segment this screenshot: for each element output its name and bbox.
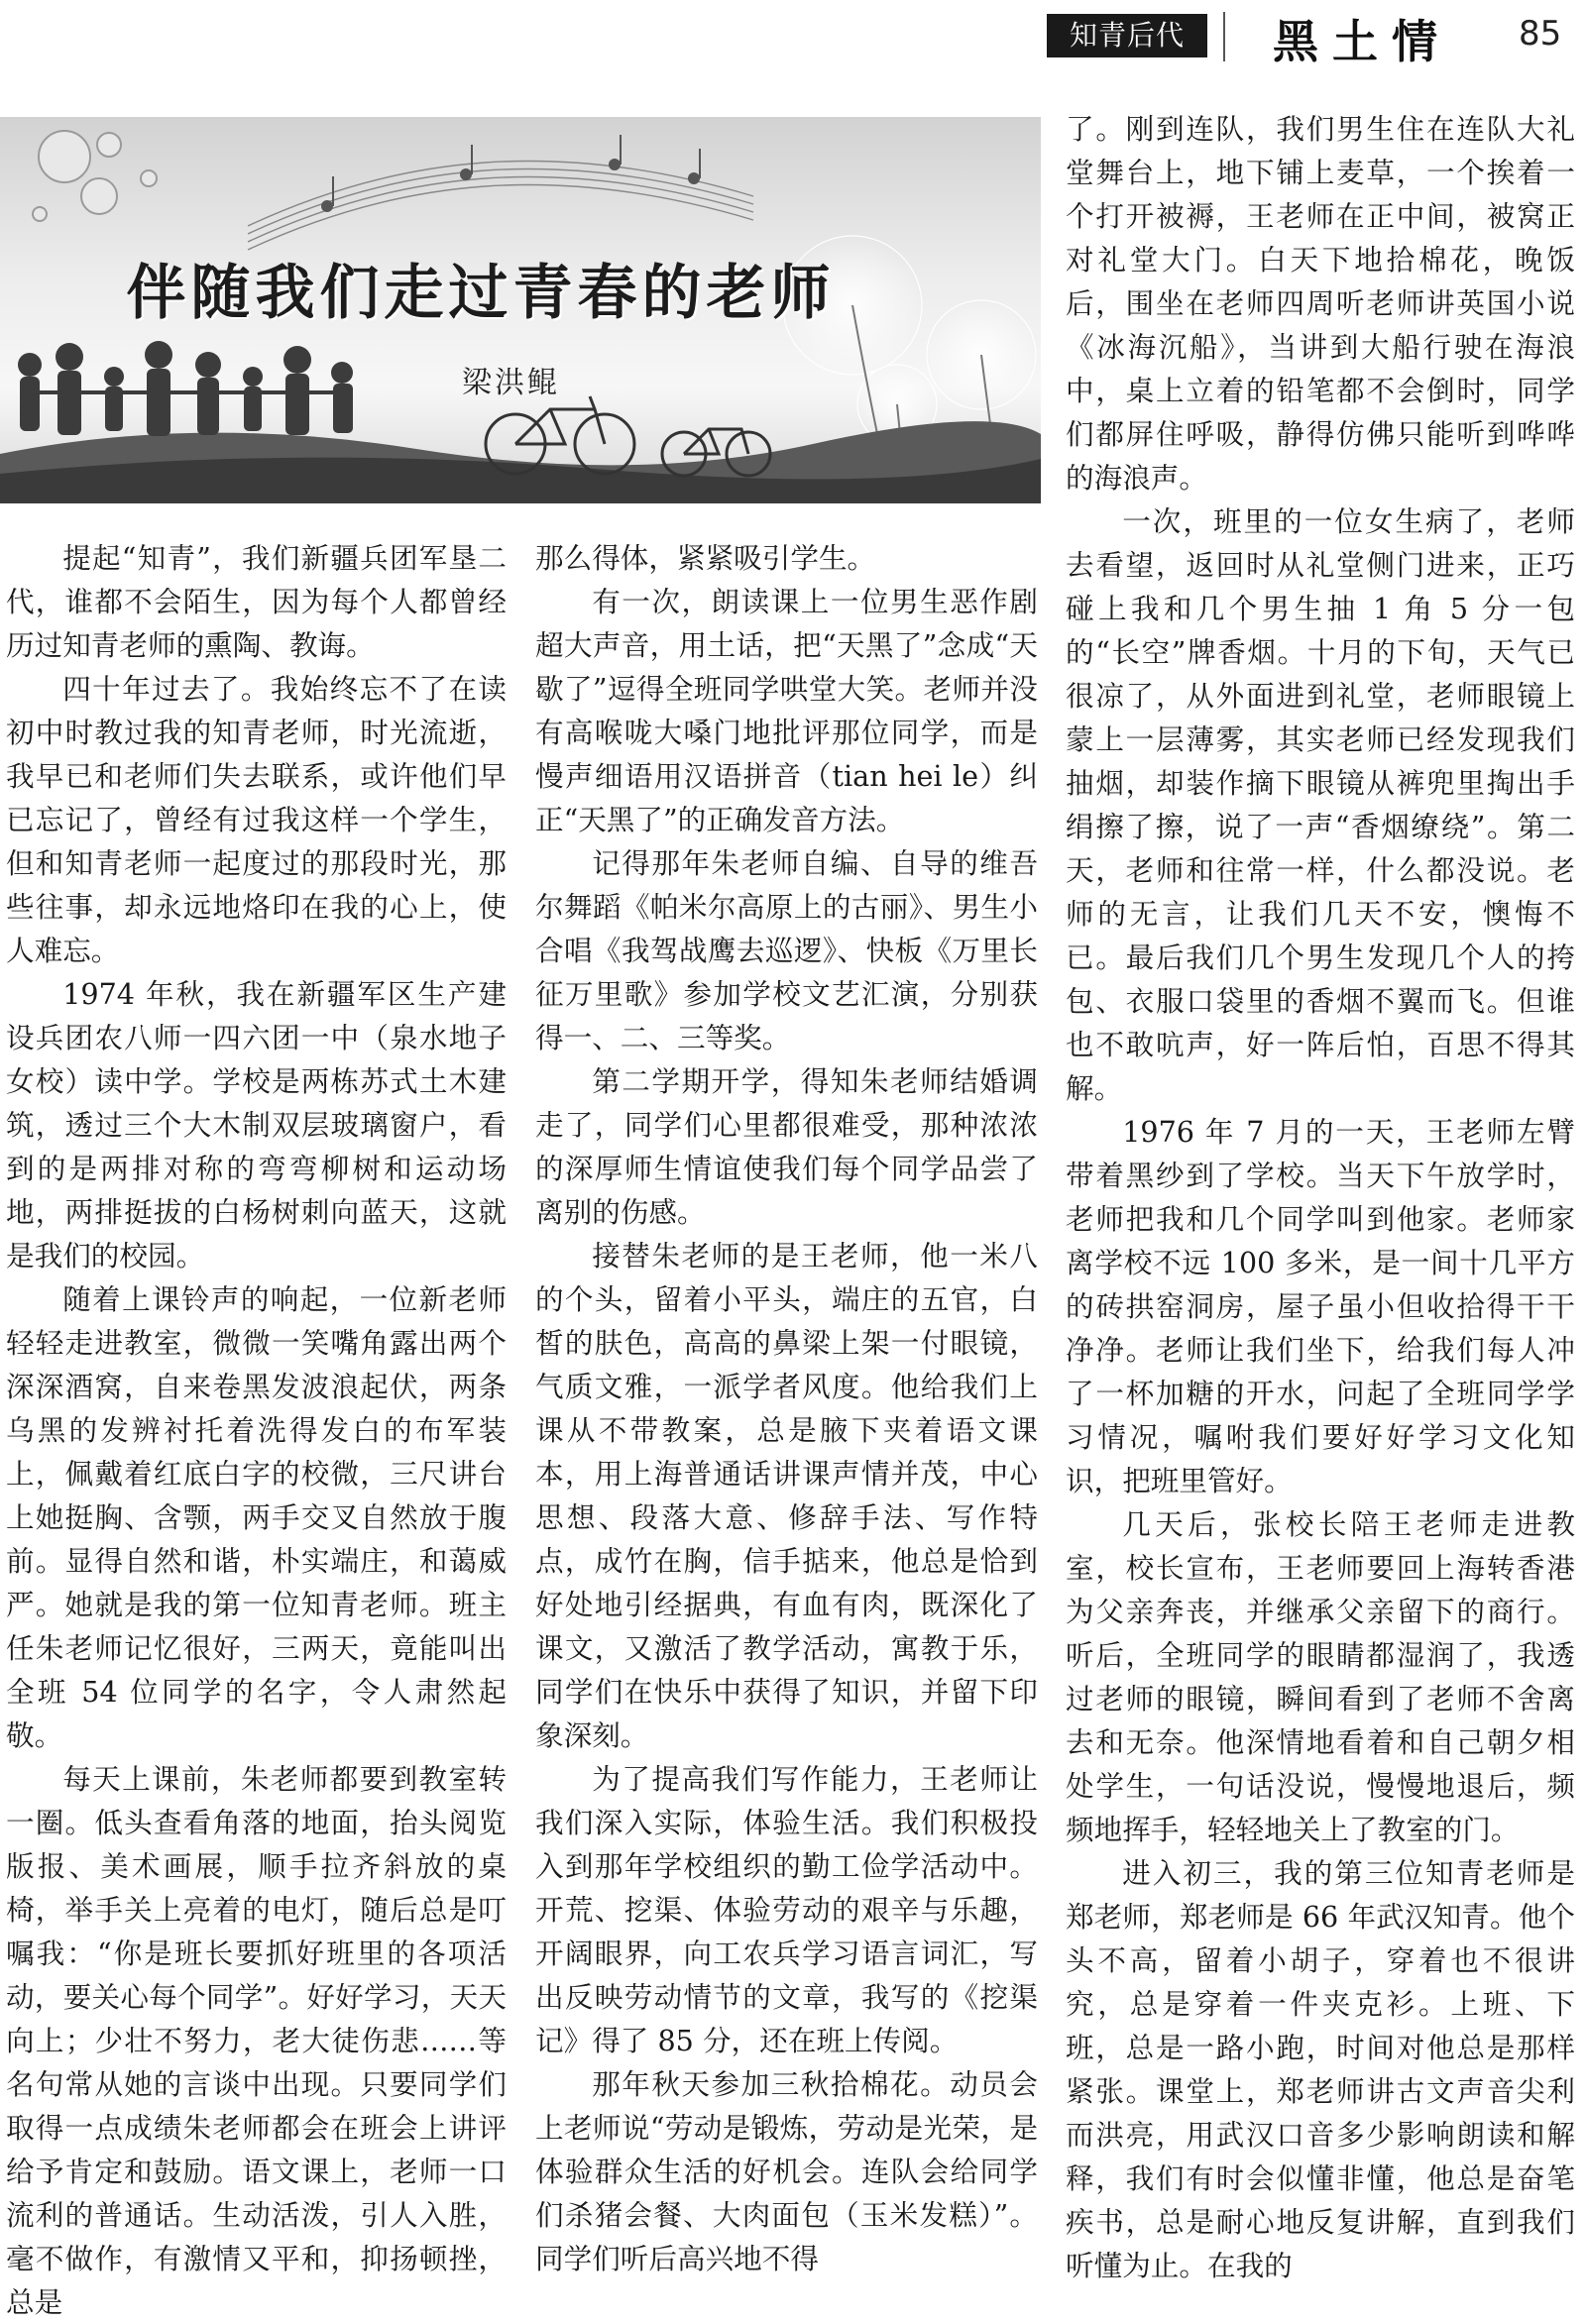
bubbles-decoration	[33, 131, 157, 221]
page-number: 85	[1519, 14, 1562, 54]
paragraph: 1974 年秋，我在新疆军区生产建设兵团农八师一四六团一中（泉水地子女校）读中学。学校是两栋苏式土木建筑，透过三个大木制双层玻璃窗户，看到的是两排对称的弯弯柳树和运动场地，两排挺拔的白杨树刺向蓝天，这就是我们的校园。	[6, 977, 507, 1273]
text-column-1	[6, 536, 507, 2324]
paragraph: 那年秋天参加三秋拾棉花。动员会上老师说“劳动是锻炼，劳动是光荣，是体验群众生活的好机会。连队会给同学们杀猪会餐、大肉面包（玉米发糕）”。同学们听后高兴地不得	[535, 2067, 1038, 2275]
article-title: 伴随我们走过青春的老师	[126, 259, 836, 328]
header-divider	[1223, 12, 1225, 61]
people-silhouettes	[18, 341, 353, 436]
section-label: 知青后代	[1047, 14, 1207, 57]
paragraph-continued: 那么得体，紧紧吸引学生。	[535, 541, 876, 575]
paragraph: 记得那年朱老师自编、自导的维吾尔舞蹈《帕米尔高原上的古丽》、男生小合唱《我驾战鹰去巡逻》、快板《万里长征万里歌》参加学校文艺汇演，分别获得一、二、三等奖。	[535, 846, 1038, 1054]
text-column-2	[535, 536, 1038, 2280]
paragraph: 随着上课铃声的响起，一位新老师轻轻走进教室，微微一笑嘴角露出两个深深酒窝，自来卷黑发波浪起伏，两条乌黑的发辨衬托着洗得发白的布军装上，佩戴着红底白字的校微，三尺讲台上她挺胸、含颚，两手交叉自然放于腹前。显得自然和谐，朴实端庄，和蔼威严。她就是我的第一位知青老师。班主任朱老师记忆很好，三两天，竟能叫出全班 54 位同学的名字，令人肃然起敬。	[6, 1282, 507, 1752]
paragraph: 接替朱老师的是王老师，他一米八的个头，留着小平头，端庄的五官，白皙的肤色，高高的鼻梁上架一付眼镜，气质文雅，一派学者风度。他给我们上课从不带教案，总是腋下夹着语文课本，用上海普通话讲课声情并茂，中心思想、段落大意、修辞手法、写作特点，成竹在胸，信手掂来，他总是恰到好处地引经据典，有血有肉，既深化了课文，又激活了教学活动，寓教于乐，同学们在快乐中获得了知识，并留下印象深刻。	[535, 1239, 1038, 1752]
paragraph: 有一次，朗读课上一位男生恶作剧超大声音，用土话，把“天黑了”念成“天歇了”逗得全班同学哄堂大笑。老师并没有高喉咙大嗓门地批评那位同学，而是慢声细语用汉语拼音（tian hei le）纠正“天黑了”的正确发音方法。	[535, 585, 1038, 836]
page-header	[0, 0, 1586, 69]
paragraph: 一次，班里的一位女生病了，老师去看望，返回时从礼堂侧门进来，正巧碰上我和几个男生抽 1 角 5 分一包的“长空”牌香烟。十月的下旬，天气已很凉了，从外面进到礼堂，老师眼镜上蒙上一层薄雾，其实老师已经发现我们抽烟，却装作摘下眼镜从裤兜里掏出手绢擦了擦，说了一声“香烟缭绕”。第二天，老师和往常一样，什么都没说。老师的无言，让我们几天不安，懊悔不已。最后我们几个男生发现几个人的挎包、衣服口袋里的香烟不翼而飞。但谁也不敢吭声，好一阵后怕，百思不得其解。	[1066, 504, 1575, 1105]
paragraph: 四十年过去了。我始终忘不了在读初中时教过我的知青老师，时光流逝，我早已和老师们失去联系，或许他们早已忘记了，曾经有过我这样一个学生，但和知青老师一起度过的那段时光，那些往事，却永远地烙印在我的心上，使人难忘。	[6, 672, 507, 967]
paragraph: 提起“知青”，我们新疆兵团军垦二代，谁都不会陌生，因为每个人都曾经历过知青老师的熏陶、教诲。	[6, 541, 507, 662]
paragraph: 第二学期开学，得知朱老师结婚调走了，同学们心里都很难受，那种浓浓的深厚师生情谊使我们每个同学品尝了离别的伤感。	[535, 1064, 1038, 1229]
paragraph: 1976 年 7 月的一天，王老师左臂带着黑纱到了学校。当天下午放学时，老师把我和几个同学叫到他家。老师家离学校不远 100 多米，是一间十几平方的砖拱窑洞房，屋子虽小但收拾得干干净净。老师让我们坐下，给我们每人冲了一杯加糖的开水，问起了全班同学学习情况，嘱咐我们要好好学习文化知识，把班里管好。	[1066, 1115, 1575, 1497]
paragraph-continued: 了。刚到连队，我们男生住在连队大礼堂舞台上，地下铺上麦草，一个挨着一个打开被褥，王老师在正中间，被窝正对礼堂大门。白天下地拾棉花，晚饭后，围坐在老师四周听老师讲英国小说《冰海沉船》，当讲到大船行驶在海浪中，桌上立着的铅笔都不会倒时，同学们都屏住呼吸，静得仿佛只能听到哗哗的海浪声。	[1066, 112, 1575, 495]
article-author: 梁洪鲲	[462, 366, 560, 400]
paragraph: 几天后，张校长陪王老师走进教室，校长宣布，王老师要回上海转香港为父亲奔丧，并继承父亲留下的商行。听后，全班同学的眼睛都湿润了，我透过老师的眼镜，瞬间看到了老师不舍离去和无奈。他深情地看着和自己朝夕相处学生，一句话没说，慢慢地退后，频频地挥手，轻轻地关上了教室的门。	[1066, 1507, 1575, 1846]
paragraph: 为了提高我们写作能力，王老师让我们深入实际，体验生活。我们积极投入到那年学校组织的勤工俭学活动中。开荒、挖渠、体验劳动的艰辛与乐趣，开阔眼界，向工农兵学习语言词汇，写出反映劳动情节的文章，我写的《挖渠记》得了 85 分，还在班上传阅。	[535, 1762, 1038, 2057]
paragraph: 每天上课前，朱老师都要到教室转一圈。低头查看角落的地面，抬头阅览版报、美术画展，顺手拉齐斜放的桌椅，举手关上亮着的电灯，随后总是叮嘱我：“你是班长要抓好班里的各项活动，要关心每个同学”。好好学习，天天向上；少壮不努力，老大徒伤悲……等名句常从她的言谈中出现。只要同学们取得一点成绩朱老师都会在班会上讲评给予肯定和鼓励。语文课上，老师一口流利的普通话。生动活泼，引人入胜，毫不做作，有激情又平和，抑扬顿挫，总是	[6, 1762, 507, 2319]
article-banner	[0, 117, 1041, 503]
magazine-title: 黑土情	[1273, 15, 1451, 68]
paragraph: 进入初三，我的第三位知青老师是郑老师，郑老师是 66 年武汉知青。他个头不高，留着小胡子，穿着也不很讲究，总是穿着一件夹克衫。上班、下班，总是一路小跑，时间对他总是那样紧张。课堂上，郑老师讲古文声音尖利而洪亮，用武汉口音多少影响朗读和解释，我们有时会似懂非懂，他总是奋笔疾书，总是耐心地反复讲解，直到我们听懂为止。在我的	[1066, 1856, 1575, 2282]
text-column-3	[1066, 107, 1575, 2287]
